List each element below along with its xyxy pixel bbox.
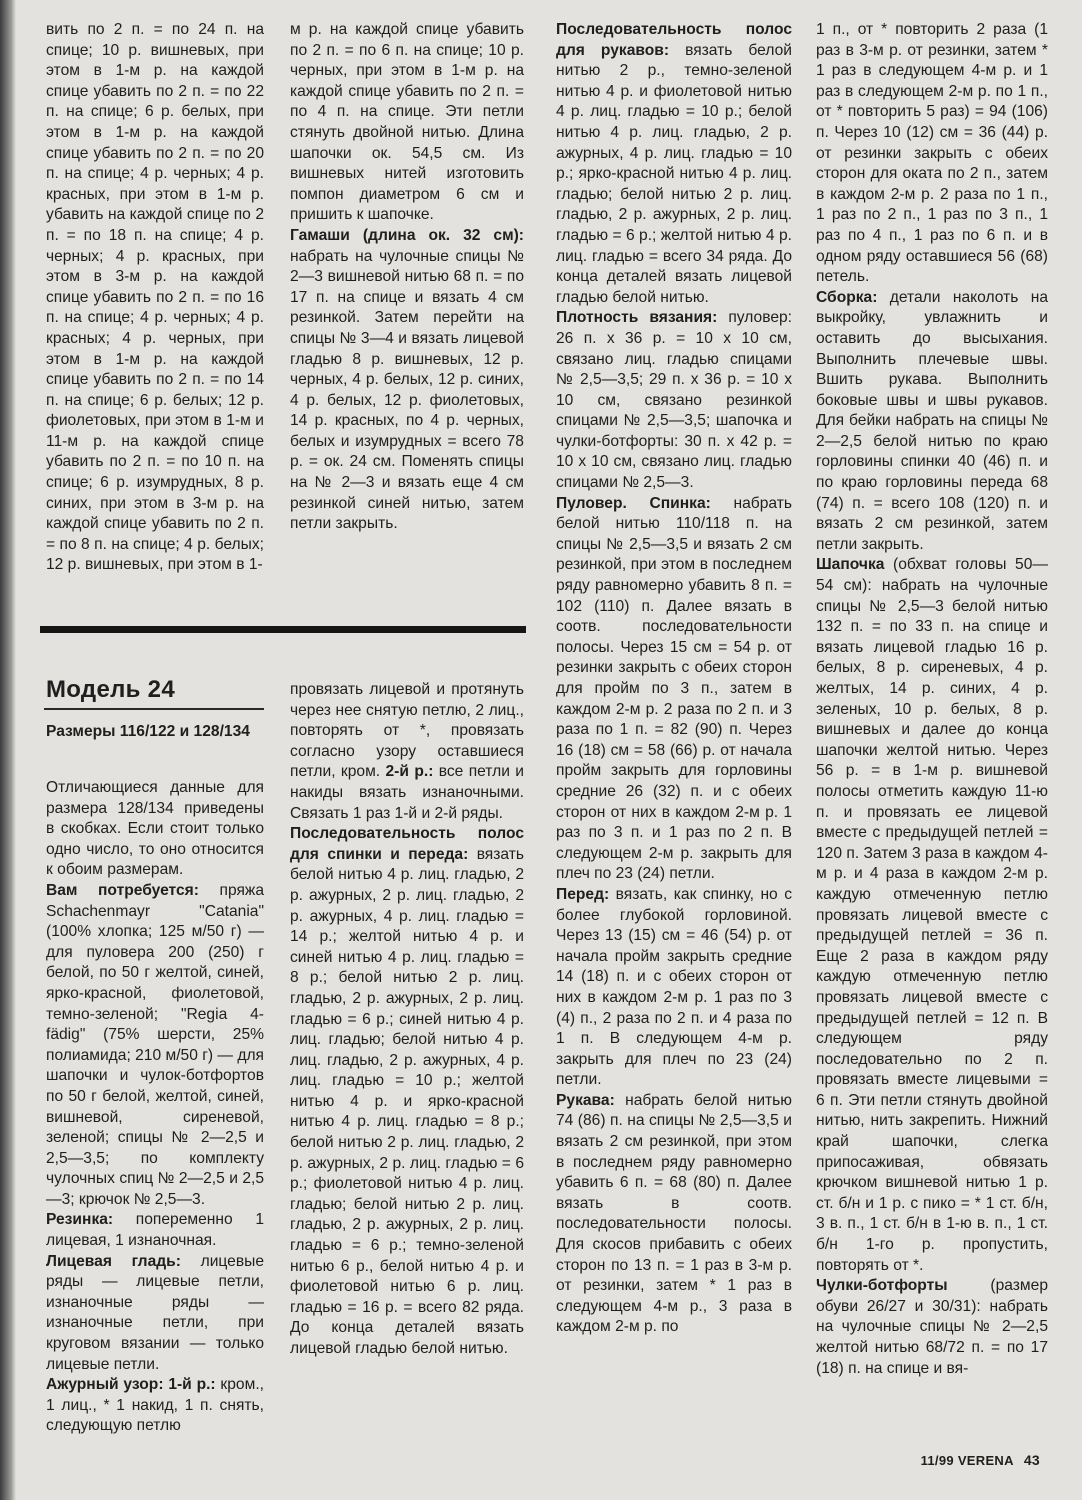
issue-label: 11/99 VERENA <box>920 1453 1014 1468</box>
assembly-paragraph <box>816 288 1048 556</box>
row2-text: все петли и накиды вязать изнаночными. Связать 1 раз 1-й и 2-й ряды. <box>290 763 525 822</box>
stripes-sleeve-label: Последовательность полос для рукавов: <box>556 21 792 59</box>
stripes-body-label: Последовательность полос для спинки и переда: <box>290 825 524 863</box>
front-paragraph <box>556 885 792 1091</box>
section-divider <box>40 626 526 633</box>
assembly-label: Сборка: <box>816 288 878 306</box>
col2-top-text <box>290 20 524 535</box>
rib-paragraph <box>46 1210 264 1251</box>
materials-paragraph <box>46 881 264 1211</box>
lace-cont-text: провязать лицевой и протянуть через нее снятую петлю, 2 лиц., повторять от *, провязать согласно узору оставшиеся петли, кром. <box>290 681 524 781</box>
back-paragraph <box>556 494 792 885</box>
stripes-sleeve-text: вязать белой нитью 2 р., темно-зеленой нитью 4 р. и фиолетовой нитью 4 р. лиц. гладью = 10 р.; белой нитью 4 р. лиц. гладью, 2 р. ажурных, 4 р. лиц. гладью = 10 р.; ярко-красной нитью 4 р. лиц. гладью; белой нитью 2 р. лиц. гладью, 2 р. ажурных, 2 р. лиц. гладью = 6 р.; желтой нитью 4 р. лиц. гладью = всего 34 ряда. До конца деталей вязать лицевой гладью белой нитью. <box>556 41 792 306</box>
gauge-text: пуловер: 26 п. х 36 р. = 10 х 10 см, связано лиц. гладью спицами № 2,5—3,5; 29 п. х 36 р. = 10 х 10 см, связано резинкой спицами № 2,5—3,5; шапочка и чулки-ботфорты: 30 п. х 42 р. = 10 х 10 см, связано лиц. гладью спицами № 2,5—3. <box>556 309 792 492</box>
lace-label: Ажурный узор: 1-й р.: <box>46 1376 216 1394</box>
stockinette-label: Лицевая гладь: <box>46 1252 181 1270</box>
gauge-label: Плотность вязания: <box>556 309 718 327</box>
rib-label: Резинка: <box>46 1211 114 1229</box>
model-title: Модель 24 <box>46 676 175 703</box>
sleeves-text: набрать белой нитью 74 (86) п. на спицы № 2,5—3,5 и вязать 2 см резинкой, при этом в последнем ряду равномерно убавить 6 п. = 68 (80) п. Далее вязать в соотв. последовательности полосы. Для скосов прибавить с обеих сторон по 13 п. = 1 раз в 3-м р. от резинки, затем * 1 раз в следующем 4-м р., 3 раза в каждом 2-м р. по <box>556 1091 792 1336</box>
stripes-sleeve-paragraph <box>556 20 792 308</box>
column-2-top <box>290 20 524 535</box>
rib-text: попеременно 1 лицевая, 1 изнаночная. <box>46 1211 264 1250</box>
sizes-heading: Размеры 116/122 и 128/134 <box>46 723 250 740</box>
title-underline <box>44 708 264 710</box>
hat-paragraph <box>816 555 1048 1276</box>
sleeves-continued: 1 п., от * повторить 2 раза (1 раз в 3-м р. от резинки, затем * 1 раз в следующем 4-м р. и 1 раз в следующем 2-м р. по 1 п., от * повторить 5 раз) = 94 (106) п. Через 10 (12) см = 36 (44) р. от резинки закрыть с обеих сторон для оката по 2 п., затем в каждом 2-м р. 2 раза по 1 п., 1 раз по 2 п., 1 раз по 3 п., 1 раз по 4 п., 1 раз по 6 п. и в одном ряду оставшиеся 56 (68) петель. <box>816 21 1048 286</box>
column-4 <box>816 20 1048 1379</box>
stripes-body-paragraph <box>290 824 524 1359</box>
materials-text: пряжа Schachenmayr "Catania" (100% хлопка; 125 м/50 г) — для пуловера 200 (250) г белой, по 50 г желтой, синей, ярко-красной, фиолетовой, темно-зеленой; "Regia 4-fädig" (75% шерсти, 25% полиамида; 210 м/50 г) — для шапочки и чулок-ботфортов по 50 г белой, желтой, синей, вишневой, сиреневой, зеленой; спицы № 2—2,5 и 2,5—3,5; по комплекту чулочных спиц № 2—2,5 и 2,5—3; крючок № 2,5—3. <box>46 881 264 1208</box>
stockinette-text: лицевые ряды — лицевые петли, изнаночные ряды — изнаночные петли, при круговом вязании — только лицевые петли. <box>46 1252 264 1373</box>
lace-continued <box>290 680 524 824</box>
col1-top-text: вить по 2 п. = по 24 п. на спице; 10 р. вишневых, при этом в 1-м р. на каждой спице убавить по 2 п. = по 22 п. на спице; 6 р. белых, при этом в 1-м р. на каждой спице убавить по 2 п. = по 20 п. на спице; 4 р. черных; 4 р. красных, при этом в 1-м р. убавить на каждой спице по 2 п. = по 18 п. на спице; 4 р. черных; 4 р. красных, при этом в 3-м р. на каждой спице убавить по 2 п. = по 16 п. на спице; 4 р. черных; 4 р. красных; 4 р. черных, при этом в 1-м р. на каждой спице убавить по 2 п. = по 14 п. на спице; 6 р. белых; 12 р. фиолетовых, при этом в 1-м и 11-м р. на каждой спице убавить по 2 п. = по 10 п. на спице; 6 р. изумрудных, 8 р. синих, при этом в 3-м р. на каждой спице убавить по 2 п. = по 8 п. на спице; 4 р. белых; 12 р. вишневых, при этом в 1- <box>46 21 264 574</box>
intro-text: Отличающиеся данные для размера 128/134 приведены в скобках. Если стоит только одно число, то оно относится к обоим размерам. <box>46 779 264 879</box>
stockinette-paragraph <box>46 1252 264 1376</box>
page-number: 43 <box>1023 1452 1040 1468</box>
page-footer <box>921 1452 1040 1468</box>
stockings-paragraph <box>816 1276 1048 1379</box>
gauge-paragraph <box>556 308 792 493</box>
back-label: Пуловер. Спинка: <box>556 494 711 512</box>
sleeves-paragraph <box>556 1091 792 1338</box>
front-label: Перед: <box>556 885 610 903</box>
gamashi-text: набрать на чулочные спицы № 2—3 вишневой нитью 68 п. = по 17 п. на спице и вязать 4 см резинкой. Затем перейти на спицы № 3—4 и вязать лицевой гладью 8 р. вишневых, 12 р. черных, 4 р. белых, 12 р. синих, 4 р. белых, 12 р. фиолетовых, 14 р. красных, по 4 р. черных, белых и изумрудных = всего 78 р. = ок. 24 см. Поменять спицы на № 2—3 и вязать еще 4 см резинкой синей нитью, затем петли закрыть. <box>290 247 524 533</box>
column-3 <box>556 20 792 1338</box>
column-1-bottom <box>46 778 264 1437</box>
sleeves-label: Рукава: <box>556 1091 615 1109</box>
stockings-text: (размер обуви 26/27 и 30/31): набрать на чулочные спицы № 2—2,5 желтой нитью 68/72 п. = по 17 (18) п. на спице и вя- <box>816 1277 1048 1377</box>
gamashi-label: Гамаши (длина ок. 32 см): <box>290 226 524 244</box>
column-2-bottom <box>290 680 524 1360</box>
assembly-text: детали наколоть на выкройку, увлажнить и оставить до высыхания. Выполнить плечевые швы. Вшить рукава. Выполнить боковые швы и швы рукавов. Для бейки набрать на спицы № 2—2,5 белой нитью по краю горловины спинки 40 (46) п. и по краю горловины переда 68 (74) п. = всего 108 (120) п. и вязать 2 см резинкой, затем петли закрыть. <box>816 288 1048 553</box>
binding-shadow <box>0 0 16 1500</box>
front-text: вязать, как спинку, но с более глубокой горловиной. Через 13 (15) см = 46 (54) р. от начала пройм закрыть средние 14 (18) п. и с обеих сторон от них в каждом 2-м р. 1 раз по 3 (4) п., 2 раза по 2 п. и 4 раза по 1 п. В следующем 4-м р. закрыть для плеч по 23 (24) петли. <box>556 885 792 1089</box>
back-text: набрать белой нитью 110/118 п. на спицы № 2,5—3,5 и вязать 2 см резинкой, при этом в последнем ряду равномерно убавить 8 п. = 102 (110) п. Далее вязать в соотв. последовательности полосы. Через 15 см = 54 р. от резинки закрыть с обеих сторон для пройм по 3 п., затем в каждом 2-м р. 2 раза по 2 п. и 3 раза по 1 п. = 82 (90) п. Через 16 (18) см = 58 (66) р. от начала пройм закрыть для горловины средние 26 (32) п. и с обеих сторон от них в каждом 2-м р. 1 раз по 3 п. и 1 раз по 2 п. В следующем 2-м р. закрыть для плеч по 23 (24) петли. <box>556 494 792 883</box>
hat-label: Шапочка <box>816 556 885 574</box>
lace-text: кром., 1 лиц., * 1 накид, 1 п. снять, следующую петлю <box>46 1376 264 1435</box>
hat-text: (обхват головы 50—54 см): набрать на чулочные спицы № 2,5—3 белой нитью 132 п. = по 33 п. на спице и вязать лицевой гладью 16 р. белых, 8 р. сиреневых, 4 р. желтых, 14 р. синих, 4 р. зеленых, 10 р. белых, 8 р. вишневых и далее до конца шапочки желтой нитью. Через 56 р. = в 1-м р. вишневой полосы отметить каждую 11-ю п. и провязать ее лицевой вместе с предыдущей петлей = 120 п. Затем 3 раза в каждом 4-м р. и 4 раза в каждом 2-м р. каждую отмеченную петлю провязать лицевой вместе с предыдущей петлей = 36 п. Еще 2 раза в каждом ряду каждую отмеченную петлю провязать лицевой вместе с предыдущей петлей = 12 п. В следующем ряду последовательно по 2 п. провязать вместе лицевыми = 6 п. Эти петли стянуть двойной нитью, нить закрепить. Нижний край шапочки, слегка припосаживая, обвязать крючком вишневой нитью 1 р. ст. б/н и 1 р. с пико = * 1 ст. б/н, 3 в. п., 1 ст. б/н в 1-ю в. п., 1 ст. б/н 1-го р. пропустить, повторять от *. <box>816 556 1048 1274</box>
column-1-top <box>46 20 264 576</box>
row2-label: 2-й р.: <box>380 763 434 781</box>
stripes-body-text: вязать белой нитью 4 р. лиц. гладью, 2 р. ажурных, 2 р. лиц. гладью, 2 р. ажурных, 4 р. лиц. гладью = 14 р.; желтой нитью 4 р. и синей нитью 4 р. лиц. гладью = 8 р.; белой нитью 2 р. лиц. гладью, 2 р. ажурных, 2 р. лиц. гладью = 6 р.; синей нитью 4 р. лиц. гладью; белой нитью 4 р. лиц. гладью, 2 р. ажурных, 4 р. лиц. гладью = 10 р.; желтой нитью 4 р. и ярко-красной нитью 4 р. лиц. гладью = 8 р.; белой нитью 2 р. лиц. гладью, 2 р. ажурных, 2 р. лиц. гладью = 6 р.; фиолетовой нитью 4 р. лиц. гладью; белой нитью 2 р. лиц. гладью, 2 р. ажурных, 2 р. лиц. гладью = 6 р.; темно-зеленой нитью 6 р., белой нитью 4 р. и фиолетовой нитью 6 р. лиц. гладью = 16 р. = всего 82 ряда. До конца деталей вязать лицевой гладью белой нитью. <box>290 845 524 1357</box>
hat-end-text: м р. на каждой спице убавить по 2 п. = по 6 п. на спице; 10 р. черных, при этом в 1-м р. на каждой спице убавить по 2 п. = по 4 п. на спице. Эти петли стянуть двойной нитью. Длина шапочки ок. 54,5 см. Из вишневых нитей изготовить помпон диаметром 6 см и пришить к шапочке. <box>290 21 524 224</box>
materials-label: Вам потребуется: <box>46 881 199 899</box>
stockings-label: Чулки-ботфорты <box>816 1277 948 1295</box>
lace-paragraph <box>46 1375 264 1437</box>
